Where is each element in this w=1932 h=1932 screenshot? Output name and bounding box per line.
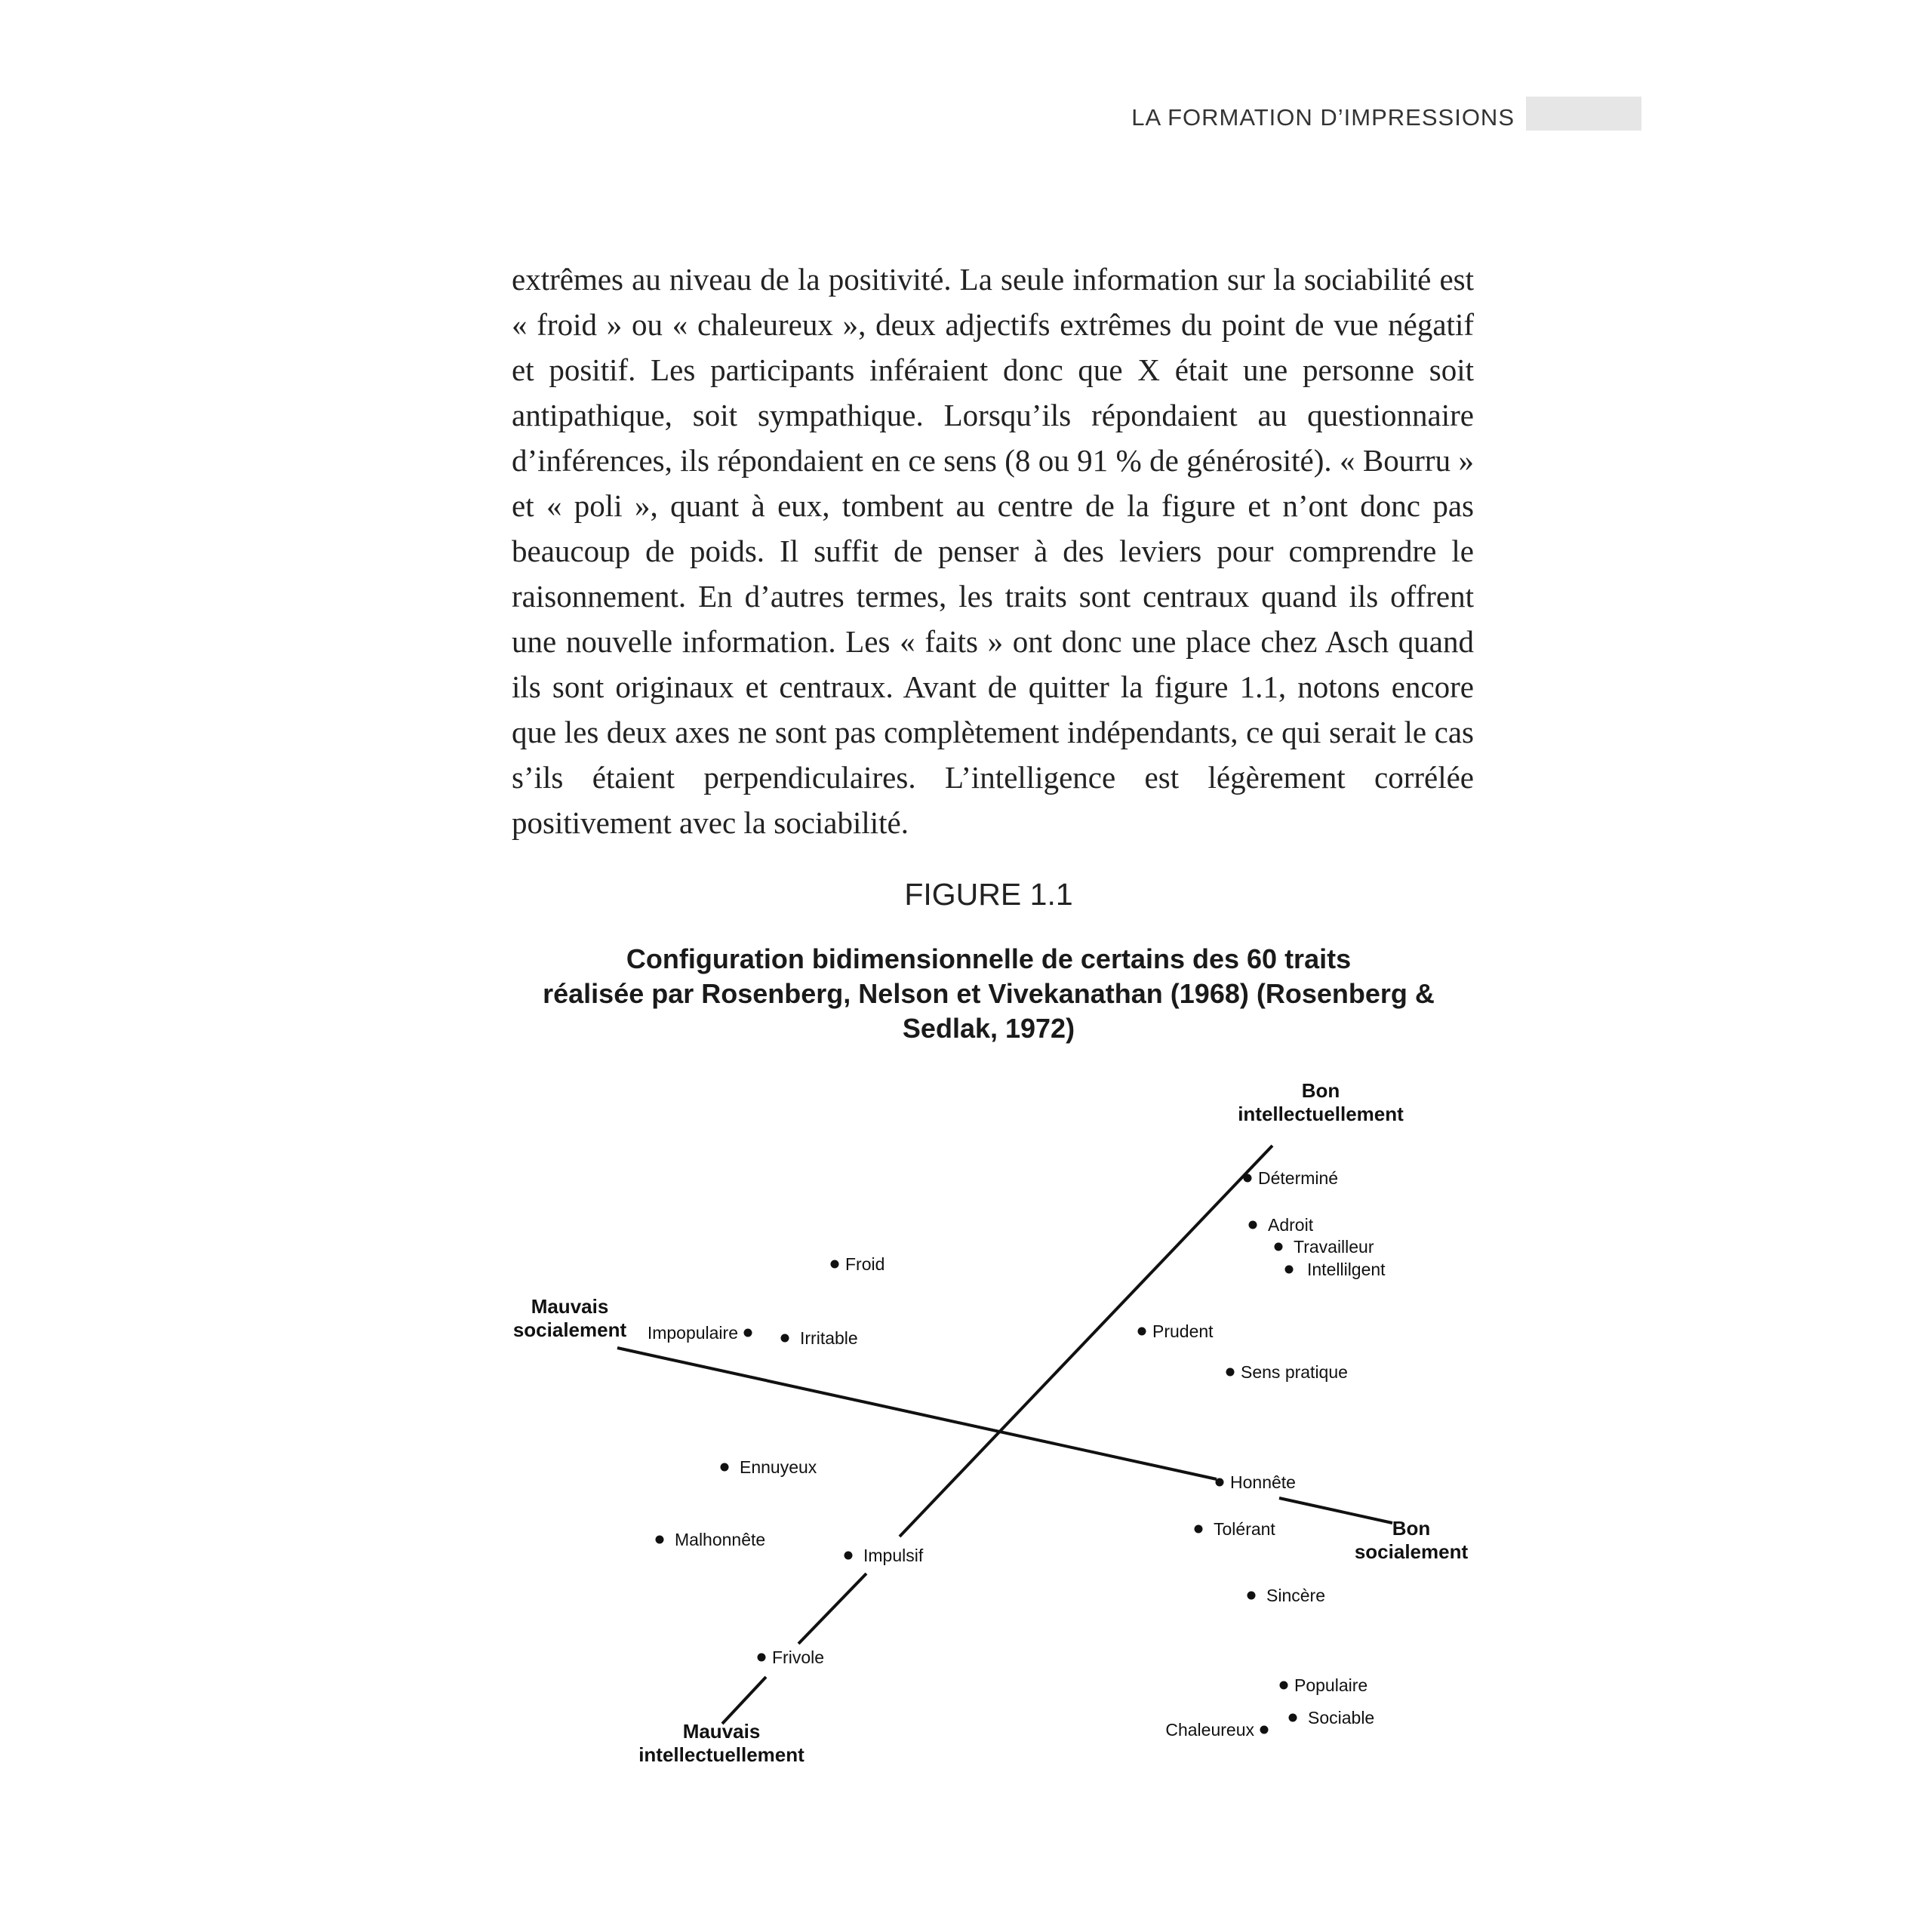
trait-point-froid	[831, 1260, 839, 1269]
trait-point-intellilgent	[1285, 1266, 1294, 1274]
figure-caption-line: Configuration bidimensionnelle de certains des 60 traits	[626, 943, 1352, 974]
trait-label-frivole: Frivole	[772, 1647, 825, 1667]
trait-label-honnete: Honnête	[1230, 1472, 1296, 1492]
trait-point-determine	[1244, 1174, 1252, 1183]
trait-label-adroit: Adroit	[1268, 1215, 1314, 1235]
axis-label-mauvais-intellectuellement-2: intellectuellement	[638, 1743, 804, 1766]
trait-label-irritable: Irritable	[800, 1328, 858, 1348]
trait-label-ennuyeux: Ennuyeux	[740, 1457, 817, 1477]
trait-point-sociable	[1289, 1714, 1297, 1722]
trait-point-impopulaire	[744, 1329, 752, 1337]
running-header-title: LA FORMATION D’IMPRESSIONS	[1131, 104, 1515, 131]
trait-label-travailleur: Travailleur	[1294, 1237, 1374, 1257]
trait-label-chaleureux: Chaleureux	[1165, 1720, 1254, 1740]
trait-point-tolerant	[1195, 1525, 1203, 1534]
social-axis-segment	[1279, 1498, 1392, 1523]
trait-label-sincere: Sincère	[1266, 1586, 1325, 1605]
trait-point-populaire	[1280, 1681, 1288, 1690]
trait-point-irritable	[781, 1334, 789, 1343]
axis-label-bon-intellectuellement-1: Bon	[1301, 1079, 1340, 1102]
body-paragraph: extrêmes au niveau de la positivité. La seule information sur la sociabilité est « froid » ou « chaleureux », deux adjectifs extrêmes du point de vue négatif et positif. Les participants inféraient donc que X était une personne soit antipathique, soit sympathique. Lorsqu’ils répondaient au questionnaire d’inférences, ils répondaient en ce sens (8 ou 91 % de générosité). « Bourru » et « poli », quant à eux, tombent au centre de la figure et n’ont donc pas beaucoup de poids. Il suffit de penser à des leviers pour comprendre le raisonnement. En d’autres termes, les traits sont centraux quand ils offrent une nouvelle information. Les « faits » ont donc une place chez Asch quand ils sont originaux et centraux. Avant de quitter la figure 1.1, notons encore que les deux axes ne sont pas complètement indépendants, ce qui serait le cas s’ils étaient perpendiculaires. L’intelligence est légèrement corrélée positivement avec la sociabilité.	[512, 262, 1474, 840]
trait-point-chaleureux	[1260, 1726, 1269, 1734]
trait-point-sens-pratique	[1226, 1368, 1235, 1377]
trait-point-sincere	[1247, 1592, 1256, 1600]
figure-caption-line: Sedlak, 1972)	[902, 1013, 1075, 1044]
trait-label-prudent: Prudent	[1152, 1321, 1214, 1341]
trait-label-tolerant: Tolérant	[1214, 1519, 1275, 1539]
trait-point-travailleur	[1275, 1243, 1283, 1251]
trait-point-ennuyeux	[721, 1463, 729, 1472]
axis-label-bon-intellectuellement-2: intellectuellement	[1238, 1103, 1404, 1125]
trait-point-frivole	[758, 1654, 766, 1662]
trait-points	[648, 1168, 1386, 1740]
axis-label-mauvais-socialement-1: Mauvais	[531, 1295, 609, 1318]
trait-label-malhonnete: Malhonnête	[675, 1530, 766, 1549]
axis-label-bon-socialement-2: socialement	[1354, 1540, 1469, 1563]
trait-label-sociable: Sociable	[1308, 1708, 1375, 1727]
trait-label-determine: Déterminé	[1258, 1168, 1339, 1188]
trait-point-impulsif	[844, 1552, 853, 1560]
trait-label-impulsif: Impulsif	[863, 1546, 924, 1565]
axis-label-mauvais-intellectuellement-1: Mauvais	[682, 1720, 761, 1743]
social-axis-segment	[617, 1348, 1217, 1479]
trait-label-sens-pratique: Sens pratique	[1241, 1362, 1348, 1382]
trait-label-impopulaire: Impopulaire	[647, 1323, 738, 1343]
intellectual-axis-segment	[722, 1677, 766, 1724]
trait-label-populaire: Populaire	[1294, 1675, 1368, 1695]
trait-point-malhonnete	[656, 1536, 664, 1544]
trait-point-prudent	[1138, 1327, 1146, 1336]
trait-point-adroit	[1249, 1221, 1257, 1229]
intellectual-axis-segment	[798, 1574, 866, 1644]
figure-label: FIGURE 1.1	[904, 877, 1073, 912]
axis-label-bon-socialement-1: Bon	[1392, 1517, 1431, 1540]
trait-point-honnete	[1216, 1478, 1224, 1487]
figure-caption-line: réalisée par Rosenberg, Nelson et Vivekanathan (1968) (Rosenberg &	[543, 978, 1435, 1009]
trait-label-intellilgent: Intellilgent	[1307, 1260, 1386, 1279]
axis-label-mauvais-socialement-2: socialement	[512, 1318, 627, 1341]
trait-label-froid: Froid	[845, 1254, 885, 1274]
